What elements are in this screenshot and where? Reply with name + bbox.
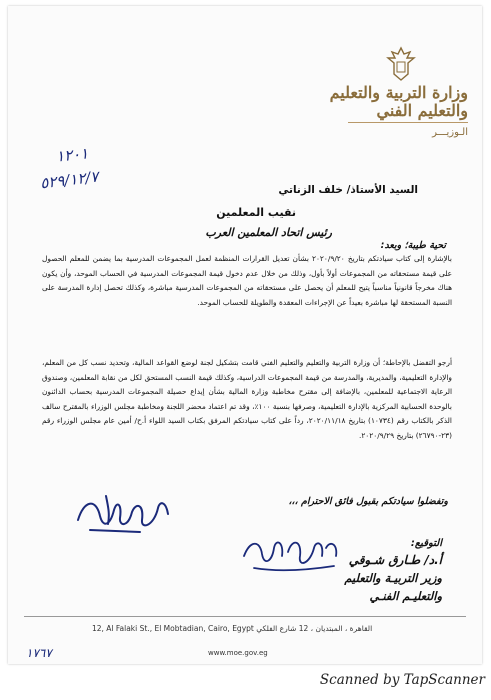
ministry-name-line1: وزارة التربية والتعليم <box>329 83 468 102</box>
minister-signature-icon <box>70 490 180 542</box>
signatory-title-2: والتعليـم الفنـي <box>369 589 442 603</box>
recipient-name: السيد الأستاذ/ خلف الزناتي <box>278 184 418 196</box>
footer-divider <box>24 616 466 617</box>
minister-office-label: الـوزيـــر <box>432 127 468 138</box>
ministry-name-line2: والتعليم الفني <box>376 101 468 120</box>
greeting: تحية طيبة؛ وبعد: <box>380 240 446 251</box>
footer-address: 12, Al Falaki St., El Mobtadian, Cairo, Egypt القاهرة ، المبتديان ، 12 شارع الفلكي <box>92 624 373 633</box>
handwritten-footer-number: ١٧٦٧ <box>26 646 52 660</box>
body-paragraph-2: أرجو التفضل بالإحاطة؛ أن وزارة التربية والتعليم والتعليم الفني قامت بتشكيل لجنة لوضع القواعد المالية، وتحديد نسب كل من المعلم، والإدارة التعليمية، والمديرية، والمدرسة من قيمة المجموعات الدراسية، وكذلك قيمة النسب المستحق لكل من نقابة المعلمين، وصندوق الرعاية الاجتماعية للمعلمين، بالإضافة إلى مقترح مخاطبة وزارة المالية بشأن إيداع حصيلة المجموعات المدرسية بحساب الدائنون بالوحدة الحسابية المركزية بالإدارة التعليمية، وصرفها بنسبة ١٠٠٪، وقد تم اعتماد محضر اللجنة ومخاطبة مجلس الوزراء بالمقترح سالف الذكر بالكتاب رقم (١٠٧٣٤) بتاريخ ٢٠٢٠/١١/١٨، رداً على كتاب سيادتكم المرفق بكتاب السيد اللواء أ.ح/ أمين عام مجلس الوزراء رقم (٢٣-٢٦٧٩٠) بتاريخ ٢٠٢٠/٩/٢٩. <box>42 358 452 440</box>
eagle-emblem-icon <box>386 46 416 82</box>
header-divider <box>348 122 468 123</box>
scanner-watermark: Scanned by TapScanner <box>319 672 485 688</box>
signatory-name: أ.د/ طـارق شـوقي <box>348 553 442 567</box>
footer-website: www.moe.gov.eg <box>208 649 268 657</box>
signature-block <box>242 538 442 603</box>
closing-line: وتفضلوا سيادتكم بقبول فائق الاحترام ،،، <box>288 496 448 507</box>
signature-label: التوقيع: <box>410 538 442 549</box>
recipient-title: نقيب المعلمين <box>216 206 296 219</box>
letter-page <box>8 6 482 664</box>
handwritten-ref-number: ١٢٠١ <box>55 144 90 166</box>
signatory-title-1: وزير التربيـة والتعليم <box>344 571 442 585</box>
handwritten-ref-date: ٥٢٩/١٢/٧ <box>39 167 100 193</box>
body-paragraph-1: بالإشارة إلى كتاب سيادتكم بتاريخ ٢٠٢٠/٩/٢٠ بشأن تعديل القرارات المنظمة لعمل المجموعات المدرسية بما يضمن للمعلم الحصول على قيمة مستحقاته من المجموعات أولاً بأول، وذلك من خلال عدم دخول قيمة المجموعات المدرسية في الحساب الموحد، وأن يكون هناك مخرجاً قانونياً مناسباً يتيح للمعلم أن يحصل على مستحقاته من المجموعات المدرسية مباشرة، وكذلك تحصل إدارة المدرسة على النسبة المستحقة لها مباشرة بعيداً عن الإجراءات المعقدة والطويلة للحساب الموحد. <box>42 254 452 307</box>
recipient-title-2: رئيس اتحاد المعلمين العرب <box>205 226 332 239</box>
ministry-header <box>318 84 468 141</box>
